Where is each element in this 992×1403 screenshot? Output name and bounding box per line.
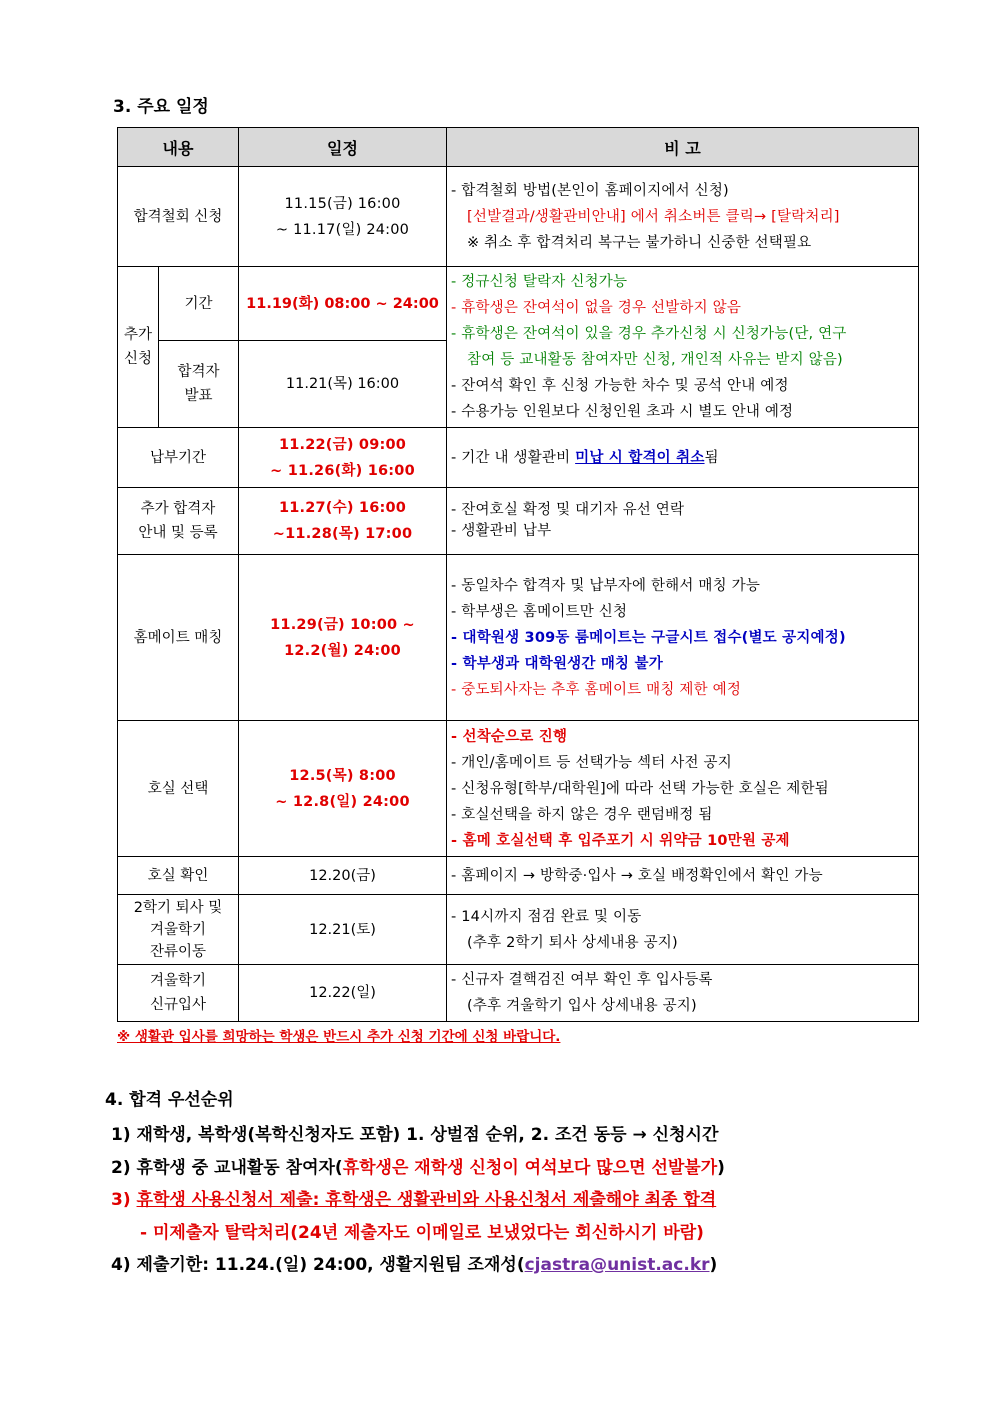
priority-item-3 [111,1185,716,1210]
note-line: - 14시까지 점검 완료 및 이동 [451,908,642,925]
priority-item-3-sub: - 미제출자 탈락처리(24년 제출자도 이메일로 보냈었다는 회신하시기 바람) [140,1223,704,1243]
note-line: - 홈페이지 → 방학중·입사 → 호실 배정확인에서 확인 가능 [451,867,823,884]
add-period-date: 11.19(화) 08:00 ~ 24:00 [239,267,447,341]
movein-notes [447,965,919,1022]
table-row-moveout [118,895,919,965]
add-group-line: 신청 [123,351,152,367]
room-select-date-end: ~ 12.8(일) 24:00 [275,793,410,810]
extra-label-line: 추가 합격자 [140,501,216,517]
payment-label: 납부기간 [118,428,239,488]
room-select-notes [447,721,919,857]
note-line: [선발결과/생활관비안내] 에서 취소버튼 클릭→ [탈락처리] [467,208,840,225]
note-line: - 잔여호실 확정 및 대기자 유선 연락 [451,502,685,518]
table-row-room-check [118,857,919,895]
roommate-date-start: 11.29(금) 10:00 ~ [270,616,415,633]
note-line: - 중도퇴사자는 추후 홈메이트 매칭 제한 예정 [451,681,742,698]
section-4-title: 4. 합격 우선순위 [105,1090,234,1110]
payment-note-prefix: - 기간 내 생활관비 [451,449,576,466]
note-line: - 학부생은 홈메이트만 신청 [451,603,628,620]
movein-label-line: 신규입사 [149,997,207,1013]
room-select-date-start: 12.5(목) 8:00 [289,767,396,784]
priority-2-text: 2) 휴학생 중 교내활동 참여자( [111,1158,343,1178]
roommate-label: 홈메이트 매칭 [118,555,239,721]
add-notes [447,267,919,428]
extra-label [118,488,239,555]
note-line: (추후 겨울학기 입사 상세내용 공지) [467,998,697,1014]
add-group-label [118,267,159,428]
extra-date-start: 11.27(수) 16:00 [278,500,407,516]
header-remarks: 비 고 [447,128,919,167]
add-announce-label [159,341,239,428]
cancel-date [239,167,447,267]
table-row-payment [118,428,919,488]
priority-2-end: ) [717,1158,725,1178]
extra-notes [447,488,919,555]
priority-2-red-text: 휴학생은 재학생 신청이 여석보다 많으면 선발불가 [342,1158,718,1178]
priority-item-2 [111,1153,725,1178]
roommate-date-end: 12.2(월) 24:00 [284,642,401,659]
extra-date [239,488,447,555]
room-select-label: 호실 선택 [118,721,239,857]
note-line: - 합격철회 방법(본인이 홈페이지에서 신청) [451,182,729,199]
payment-notes [447,428,919,488]
note-line: - 신규자 결핵검진 여부 확인 후 입사등록 [451,972,713,988]
header-content: 내용 [118,128,239,167]
note-line: - 정규신청 탈락자 신청가능 [451,274,628,290]
moveout-label-line: 2학기 퇴사 및 [133,899,223,916]
table-row-roommate [118,555,919,721]
movein-date: 12.22(일) [239,965,447,1022]
table-header-row [118,128,919,167]
room-check-date: 12.20(금) [239,857,447,895]
note-line: - 학부생과 대학원생간 매칭 불가 [451,655,663,672]
table-row-room-select [118,721,919,857]
contact-email-link[interactable]: cjastra@unist.ac.kr [524,1255,710,1275]
add-period-label: 기간 [159,267,239,341]
payment-date-start: 11.22(금) 09:00 [278,436,407,453]
extra-date-end: ~11.28(목) 17:00 [272,526,413,542]
room-select-date [239,721,447,857]
add-announce-date: 11.21(목) 16:00 [239,341,447,428]
note-line: - 수용가능 인원보다 신청인원 초과 시 별도 안내 예정 [451,404,794,420]
note-line: - 개인/홈메이트 등 선택가능 섹터 사전 공지 [451,754,732,771]
cancel-label: 합격철회 신청 [118,167,239,267]
cancel-notes [447,167,919,267]
table-row-cancel [118,167,919,267]
note-line: - 신청유형[학부/대학원]에 따라 선택 가능한 호실은 제한됨 [451,780,829,797]
note-line [451,445,918,471]
payment-date [239,428,447,488]
table-row-movein [118,965,919,1022]
table-row-add-period [118,267,919,341]
note-line: - 생활관비 납부 [451,523,552,539]
room-check-label: 호실 확인 [118,857,239,895]
movein-label [118,965,239,1022]
header-schedule: 일정 [239,128,447,167]
announce-label-line: 발표 [184,388,213,405]
add-group-line: 추가 [123,327,152,343]
roommate-date [239,555,447,721]
table-footnote: ※ 생활관 입사를 희망하는 학생은 반드시 추가 신청 기간에 신청 바랍니다. [117,1029,561,1045]
note-line: - 동일차수 합격자 및 납부자에 한해서 매칭 가능 [451,577,761,594]
schedule-table [117,127,919,1022]
section-3-title: 3. 주요 일정 [113,97,209,117]
priority-item-1: 1) 재학생, 복학생(복학신청자도 포함) 1. 상벌점 순위, 2. 조건 동등 → 신청시간 [111,1125,719,1145]
priority-3-red-text: 휴학생 사용신청서 제출: 휴학생은 생활관비와 사용신청서 제출해야 최종 합격 [136,1190,717,1210]
moveout-label-line: 겨울학기 [149,921,207,938]
room-check-notes [447,857,919,895]
priority-item-4 [111,1250,717,1275]
extra-label-line: 안내 및 등록 [138,525,218,541]
note-line: - 호실선택을 하지 않은 경우 랜덤배정 됨 [451,806,713,823]
roommate-notes [447,555,919,721]
payment-date-end: ~ 11.26(화) 16:00 [270,462,415,479]
moveout-date: 12.21(토) [239,895,447,965]
cancel-date-end: ~ 11.17(일) 24:00 [275,221,410,238]
note-line: - 잔여석 확인 후 신청 가능한 차수 및 공석 안내 예정 [451,378,789,394]
note-line: ※ 취소 후 합격처리 복구는 불가하니 신중한 선택필요 [467,234,812,251]
priority-3-number: 3) [111,1190,137,1210]
payment-note-emphasis: 미납 시 합격이 취소 [575,449,705,466]
note-line: - 대학원생 309동 룸메이트는 구글시트 접수(별도 공지예정) [451,629,846,646]
note-line: 참여 등 교내활동 참여자만 신청, 개인적 사유는 받지 않음) [467,352,843,368]
moveout-notes [447,895,919,965]
moveout-label [118,895,239,965]
note-line: - 홈메 호실선택 후 입주포기 시 위약금 10만원 공제 [451,832,790,849]
cancel-date-start: 11.15(금) 16:00 [284,195,401,212]
announce-label-line: 합격자 [177,364,220,381]
note-line: - 선착순으로 진행 [451,728,568,745]
priority-4-end: ) [709,1255,718,1275]
movein-label-line: 겨울학기 [149,973,207,989]
note-line: (추후 2학기 퇴사 상세내용 공지) [467,934,678,951]
payment-note-suffix: 됨 [704,449,719,466]
note-line: - 휴학생은 잔여석이 있을 경우 추가신청 시 신청가능(단, 연구 [451,326,847,342]
moveout-label-line: 잔류이동 [149,943,207,960]
note-line: - 휴학생은 잔여석이 없을 경우 선발하지 않음 [451,300,742,316]
priority-4-text: 4) 제출기한: 11.24.(일) 24:00, 생활지원팀 조재성( [111,1255,525,1275]
table-row-extra [118,488,919,555]
